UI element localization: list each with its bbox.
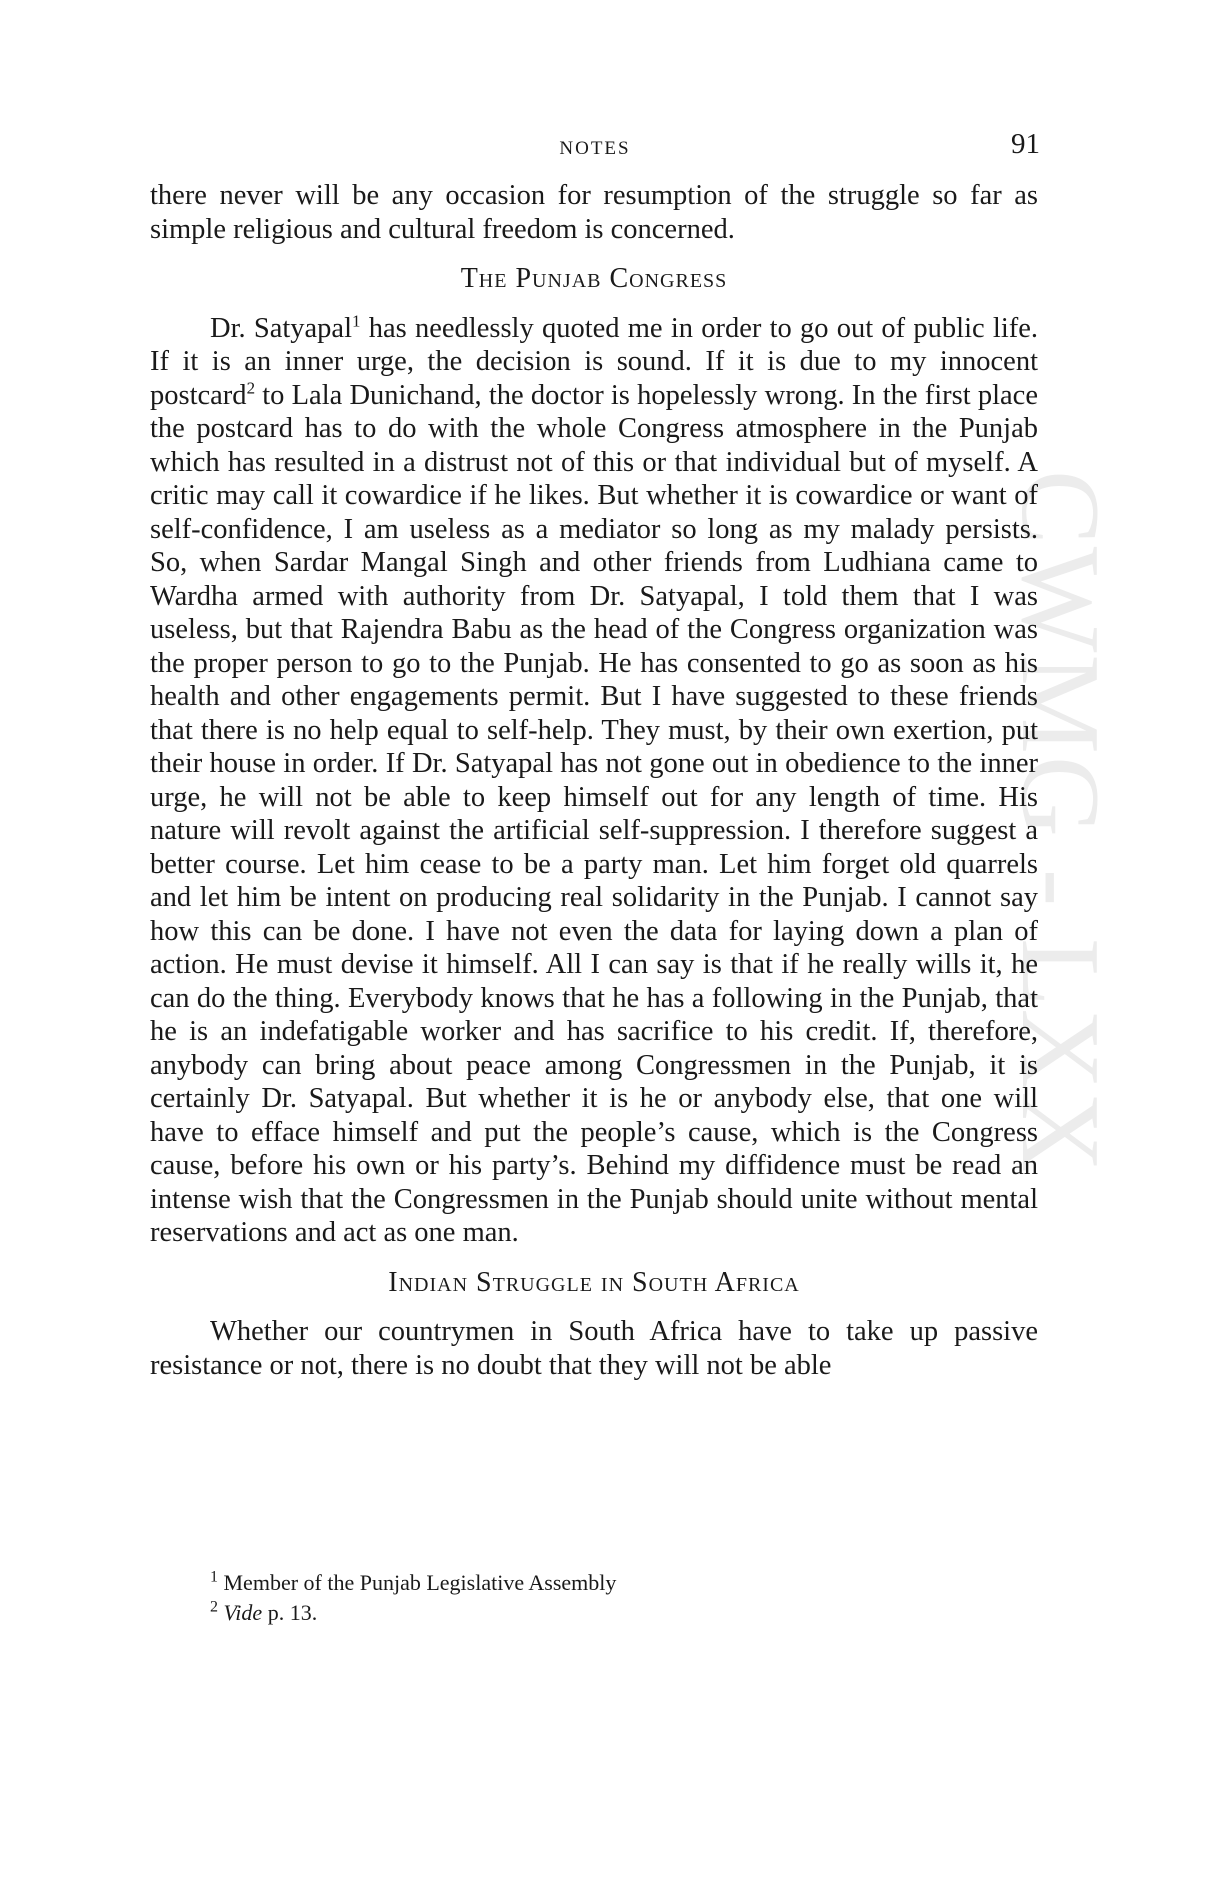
paragraph-text: Dr. Satyapal xyxy=(210,312,353,344)
footnotes xyxy=(210,1568,1010,1628)
paragraph-continuation: there never will be any occasion for resumption of the struggle so far as simple religious and cultural freedom is concerned. xyxy=(150,180,1038,245)
paragraph-text: to Lala Dunichand, the doctor is hopelessly wrong. In the first place the postcard has to do with the whole Congress atmosphere in the Punjab which has resulted in a distrust not of this or that individual but of myself. A critic may call it cowardice if he likes. But whether it is cowardice or want of self-confidence, I am useless as a mediator so long as my malady persists. So, when Sardar Mangal Singh and other friends from Ludhiana came to Wardha armed with authority from Dr. Satyapal, I told them that I was useless, but that Rajendra Babu as the head of the Congress organization was the proper person to go to the Punjab. He has consented to go as soon as his health and other engagements permit. But I have suggested to these friends that there is no help equal to self-help. They must, by their own exertion, put their house in order. If Dr. Satyapal has not gone out in obedience to the inner urge, he will not be able to keep himself out for any length of time. His nature will revolt against the artificial self-suppression. I therefore suggest a better course. Let him cease to be a party man. Let him forget old quarrels and let him be intent on producing real solidarity in the Punjab. I cannot say how this can be done. I have not even the data for laying down a plan of action. He must devise it himself. All I can say is that if he really wills it, he can do the thing. Everybody knows that he has a following in the Punjab, that he is an indefatigable worker and has sacrifice to his credit. If, therefore, anybody can bring about peace among Congressmen in the Punjab, it is certainly Dr. Satyapal. But whether it is he or anybody else, that one will have to efface himself and put the people’s cause, which is the Congress cause, before his own or his party’s. Behind my diffidence must be read an intense wish that the Congressmen in the Punjab should unite without mental reservations and act as one man. xyxy=(150,379,1038,1248)
footnote-mark: 2 xyxy=(210,1598,218,1616)
page-header xyxy=(150,128,1040,168)
footnote-2 xyxy=(210,1598,1010,1628)
paragraph-punjab-congress xyxy=(150,312,1038,1250)
footnote-ref-1: 1 xyxy=(352,311,361,330)
watermark: CWMG - LXX xyxy=(998,470,1122,1175)
footnote-text: p. 13. xyxy=(262,1600,318,1625)
section-heading-punjab-congress: The Punjab Congress xyxy=(460,263,728,294)
section-heading-south-africa: Indian Struggle in South Africa xyxy=(388,1266,800,1298)
page-number: 91 xyxy=(1011,128,1040,160)
paragraph-text: has needlessly quoted me in order to go out of public life. If it is an inner urge, the decision is sound. If it is due to my innocent postcard xyxy=(150,312,1039,411)
paragraph-south-africa: Whether our countrymen in South Africa have to take up passive resistance or not, there is no doubt that they will not be able xyxy=(150,1316,1038,1381)
footnote-1 xyxy=(210,1568,1010,1598)
footnote-ref-2: 2 xyxy=(246,378,256,397)
body-text xyxy=(150,179,1038,1382)
footnote-italic-text: Vide xyxy=(223,1600,263,1625)
running-head: NOTES xyxy=(559,138,631,159)
footnote-mark: 1 xyxy=(210,1568,218,1586)
footnote-text: Member of the Punjab Legislative Assembly xyxy=(223,1570,617,1595)
